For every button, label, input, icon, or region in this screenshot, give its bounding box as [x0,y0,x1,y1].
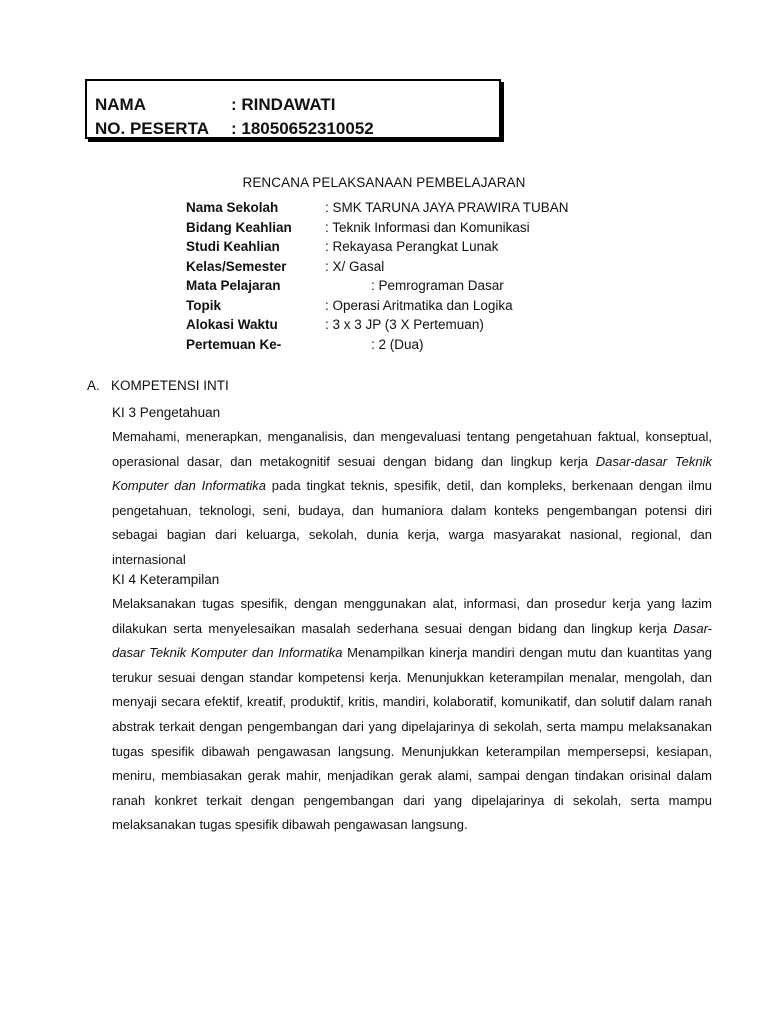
info-row-topic [186,296,569,316]
info-value: : SMK TARUNA JAYA PRAWIRA TUBAN [325,200,569,215]
info-label: Nama Sekolah [186,200,279,215]
section-a-heading [87,378,229,393]
info-value: : Rekayasa Perangkat Lunak [325,239,499,254]
info-row-meeting [186,335,569,355]
ki4-heading: KI 4 Keterampilan [112,572,220,587]
info-label: Studi Keahlian [186,239,280,254]
info-row-time [186,315,569,335]
name-row [95,95,336,115]
ki3-text-2: pada tingkat teknis, spesifik, detil, dan kompleks, berkenaan dengan ilmu pengetahuan, teknologi, seni, budaya, dan humaniora dalam konteks pengembangan potensi diri sebagai bagian dari keluarga, sekolah, dunia kerja, warga masyarakat nasional, regional, dan internasional [112,478,712,567]
info-value: : 2 (Dua) [371,336,424,352]
info-label: Alokasi Waktu [186,317,278,332]
info-label: Mata Pelajaran [186,278,281,293]
info-label: Kelas/Semester [186,258,287,274]
ki3-paragraph [112,425,712,573]
info-value: : 3 x 3 JP (3 X Pertemuan) [325,317,484,332]
ki3-text-1: Memahami, menerapkan, menganalisis, dan mengevaluasi tentang pengetahuan faktual, konseptual, operasional dasar, dan metakognitif sesuai dengan bidang dan lingkup kerja [112,429,712,469]
info-value: : Operasi Aritmatika dan Logika [325,297,513,313]
info-value: : X/ Gasal [325,258,385,274]
participant-number-row [95,119,374,139]
ki3-heading: KI 3 Pengetahuan [112,405,221,420]
ki4-italic-term: Dasar-dasar Teknik Komputer dan Informatika [112,620,712,661]
ki4-text-2: Menampilkan kinerja mandiri dengan mutu dan kuantitas yang terukur sesuai dengan standar kompetensi kerja. Menunjukkan keterampilan menalar, mengolah, dan menyaji secara efektif, kreatif, produktif, kritis, mandiri, kolaboratif, komunikatif, dan solutif dalam ranah abstrak terkait dengan pengembangan dari yang dipelajarinya di sekolah, serta mampu melaksanakan tugas spesifik dibawah pengawasan langsung. Menunjukkan keterampilan mempersepsi, kesiapan, meniru, membiasakan gerak mahir, menjadikan gerak alami, sampai dengan tindakan orisinal dalam ranah konkret terkait dengan pengembangan dari yang dipelajarinya di sekolah, serta mampu melaksanakan tugas spesifik dibawah pengawasan langsung. [112,645,712,833]
name-value: : RINDAWATI [231,95,336,114]
participant-number-label: NO. PESERTA [95,119,209,138]
info-label: Pertemuan Ke- [186,336,282,352]
ki4-text-1: Melaksanakan tugas spesifik, dengan menggunakan alat, informasi, dan prosedur kerja yang lazim dilakukan serta menyelesaikan masalah sederhana sesuai dengan bidang dan lingkup kerja [112,596,712,636]
info-row-school [186,198,569,218]
info-row-class [186,257,569,277]
identity-box [85,79,501,139]
ki4-paragraph [112,592,712,838]
section-title: KOMPETENSI INTI [111,378,229,393]
info-label: Bidang Keahlian [186,219,292,235]
info-row-study [186,237,569,257]
name-label: NAMA [95,95,146,114]
participant-number-value: : 18050652310052 [231,119,374,138]
info-value: : Teknik Informasi dan Komunikasi [325,219,530,235]
section-letter: A. [87,378,100,393]
info-table [186,198,569,354]
info-value: : Pemrograman Dasar [371,278,504,293]
ki3-italic-term: Dasar-dasar Teknik Komputer dan Informatika [112,453,712,494]
document-title: RENCANA PELAKSANAAN PEMBELAJARAN [242,175,526,190]
info-row-subject [186,276,569,296]
info-label: Topik [186,297,221,313]
info-row-field [186,218,569,238]
